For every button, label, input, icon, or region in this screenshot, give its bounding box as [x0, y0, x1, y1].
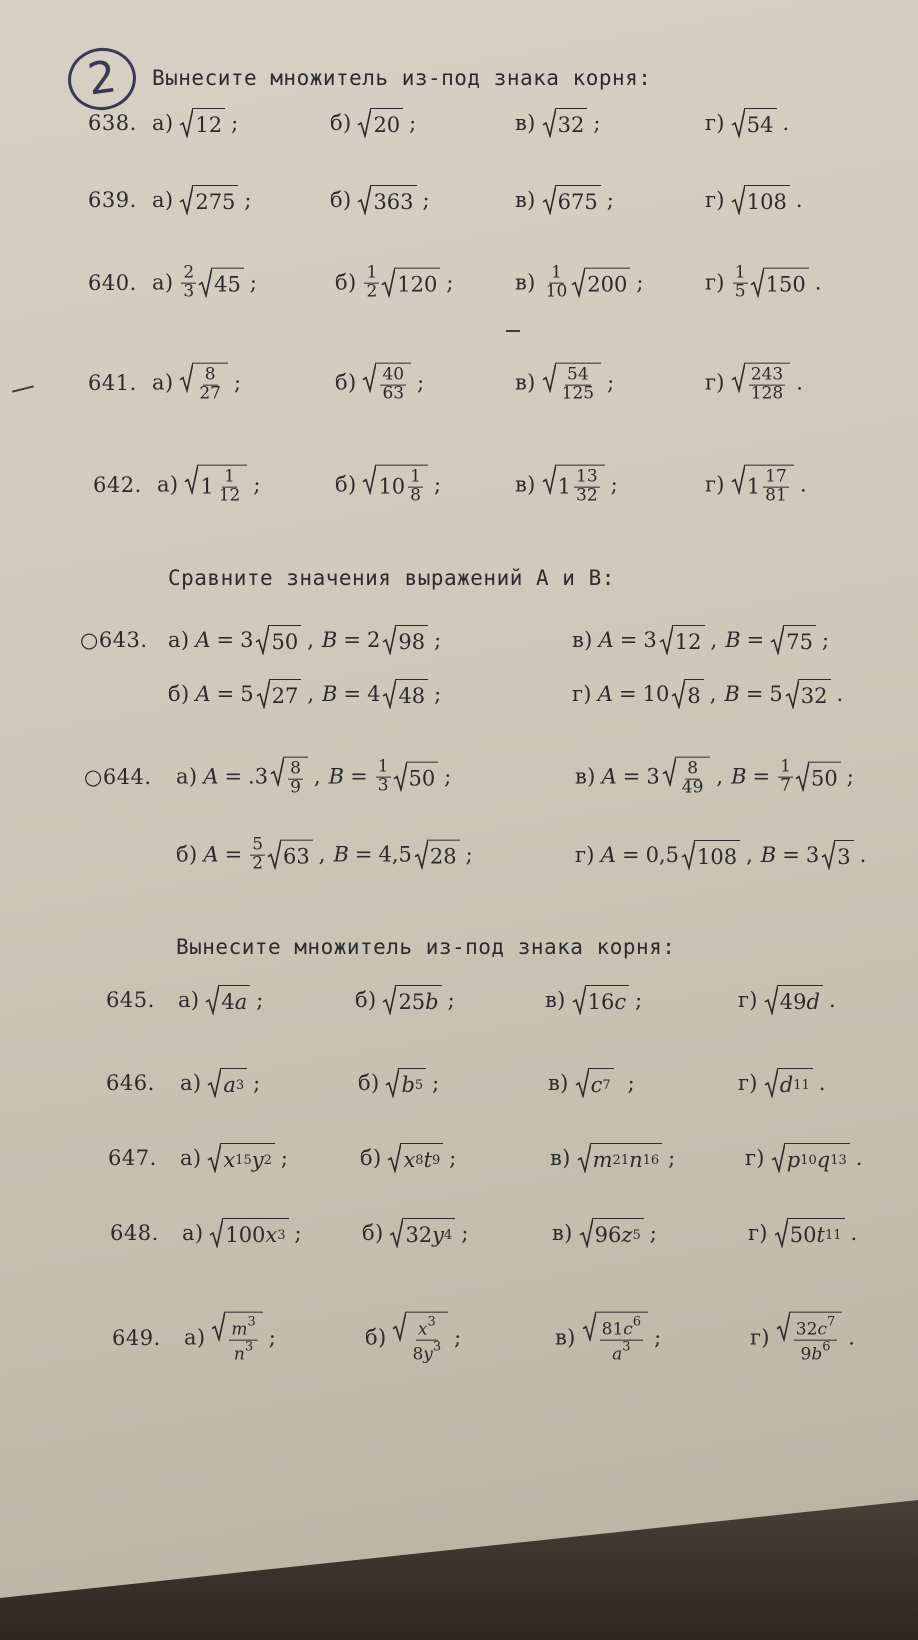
item-label: б)	[360, 1146, 382, 1170]
item-g: г) p 10 q 13 .	[745, 1143, 862, 1173]
item-v: в) $\frac{54}{125}$ ;	[515, 364, 615, 404]
sqrt-expression: a 3	[207, 1068, 247, 1098]
coefficient-fraction: $\frac{1}{10}$	[545, 262, 568, 302]
sqrt-expression: 12	[659, 625, 705, 655]
sqrt-expression	[542, 465, 605, 506]
item-v: в) A = 3 12 , B = 75 ;	[572, 625, 829, 655]
item-label: в)	[545, 988, 566, 1012]
radicand: 150	[764, 268, 809, 298]
sqrt-expression: c 7	[575, 1068, 614, 1098]
item-v: в) $\frac{81c^6}{a^3}$ ;	[555, 1312, 661, 1365]
radicand: 54	[745, 108, 777, 138]
item-label: г)	[705, 371, 725, 395]
section-heading-3: Вынесите множитель из-под знака корня:	[176, 935, 676, 959]
item-v: в) 32 ;	[515, 108, 600, 138]
sqrt-expression: 50 t 11	[774, 1218, 845, 1248]
problem-number: 640.	[88, 271, 137, 295]
item-b: б) b 5 ;	[358, 1068, 439, 1098]
item-a: а) A = 3 50 , B = 2 98 ;	[168, 625, 441, 655]
sqrt-expression	[179, 185, 238, 215]
problem-number: 638.	[88, 111, 137, 135]
radicand: $\frac{243}{128}$	[745, 363, 790, 404]
radicand: 120	[395, 268, 440, 298]
item-label: б)	[330, 188, 352, 212]
sqrt-expression: 32	[785, 679, 831, 709]
sqrt-expression: 100 x 3	[209, 1218, 288, 1248]
item-v: в) 1 $\frac{13}{32}$ ;	[515, 466, 618, 506]
item-label: а)	[168, 628, 190, 652]
radicand: 200	[585, 268, 630, 298]
item-label: в)	[572, 628, 593, 652]
sqrt-expression: 75	[770, 625, 816, 655]
sqrt-expression: 28	[414, 840, 460, 870]
sqrt-expression: x 8 t 9	[387, 1143, 443, 1173]
coefficient-fraction: $\frac{1}{2}$	[366, 262, 378, 302]
sqrt-expression	[731, 185, 790, 215]
item-label: г)	[748, 1221, 768, 1245]
item-label: в)	[515, 473, 536, 497]
item-a: а) 4 a ;	[178, 985, 263, 1015]
item-a: а) A = .3 $\frac{8}{9}$ , B = $\frac{1}{3}$ 50 ;	[176, 756, 452, 798]
sqrt-expression	[731, 363, 790, 404]
item-label: а)	[176, 765, 198, 789]
problem-number: 645.	[106, 988, 155, 1012]
sqrt-expression: b 5	[385, 1068, 426, 1098]
item-b: б) 363 ;	[330, 185, 430, 215]
radicand: 45	[212, 268, 244, 298]
problem-638	[0, 111, 918, 137]
radicand: 10 $\frac{1}{8}$	[376, 465, 428, 506]
section-heading-2: Сравните значения выражений A и B:	[168, 566, 615, 590]
item-b: б) $\frac{x^3}{8y^3}$ ;	[365, 1312, 461, 1365]
radicand: 1 $\frac{13}{32}$	[556, 465, 605, 506]
item-v: в) 96 z 5 ;	[552, 1218, 657, 1248]
problem-643-row-2	[0, 682, 918, 708]
sqrt-expression	[571, 268, 630, 298]
item-g: г) 49 d .	[738, 985, 836, 1015]
sqrt-expression	[362, 363, 411, 404]
sqrt-expression	[542, 363, 601, 404]
problem-number: 641.	[88, 371, 137, 395]
sqrt-expression	[731, 465, 794, 506]
item-label: б)	[335, 271, 357, 295]
sqrt-expression: p 10 q 13	[771, 1143, 850, 1173]
sqrt-expression: $\frac{m^3}{n^3}$	[211, 1312, 262, 1365]
problem-649	[0, 1314, 918, 1365]
pencil-mark	[506, 330, 520, 332]
item-label: в)	[575, 765, 596, 789]
item-label: б)	[168, 682, 190, 706]
item-g: г) $\frac{1}{5}$ 150 .	[705, 262, 822, 302]
sqrt-expression: m 21 n 16	[577, 1143, 663, 1173]
problem-number: ○644.	[84, 765, 152, 789]
sqrt-expression: 48	[382, 679, 428, 709]
item-a: а) $\frac{8}{27}$ ;	[152, 364, 242, 404]
item-b: б) 32 y 4 ;	[362, 1218, 468, 1248]
item-b: б) 25 b ;	[355, 985, 455, 1015]
sqrt-expression: 8	[671, 679, 703, 709]
sqrt-expression: $\frac{81c^6}{a^3}$	[582, 1312, 648, 1365]
radicand: 12	[193, 108, 225, 138]
item-v: в) c 7 ;	[548, 1068, 635, 1098]
radicand: 32	[556, 108, 588, 138]
item-v: в) $\frac{1}{10}$ 200 ;	[515, 262, 644, 302]
sqrt-expression: $\frac{x^3}{8y^3}$	[392, 1312, 448, 1365]
problem-number: 639.	[88, 188, 137, 212]
problem-645	[0, 988, 918, 1014]
item-v: в) 16 c ;	[545, 985, 642, 1015]
item-v: в) 675 ;	[515, 185, 614, 215]
sqrt-expression	[179, 108, 225, 138]
item-label: а)	[180, 1071, 202, 1095]
sqrt-expression: d 11	[764, 1068, 813, 1098]
item-label: а)	[152, 188, 174, 212]
sqrt-expression: 16 c	[572, 985, 630, 1015]
item-label: б)	[335, 473, 357, 497]
item-label: а)	[178, 988, 200, 1012]
item-label: г)	[750, 1326, 770, 1350]
coefficient-fraction: $\frac{1}{5}$	[734, 262, 746, 302]
item-label: б)	[365, 1326, 387, 1350]
item-label: б)	[176, 843, 198, 867]
item-b: б) A = $\frac{5}{2}$ 63 , B = 4,5 28 ;	[176, 834, 473, 874]
item-label: а)	[180, 1146, 202, 1170]
item-b: б) x 8 t 9 ;	[360, 1143, 456, 1173]
problem-number: 649.	[112, 1326, 161, 1350]
sqrt-expression: 50	[795, 762, 841, 792]
sqrt-expression: $\frac{8}{9}$	[270, 757, 308, 798]
radicand: $\frac{8}{27}$	[193, 363, 228, 404]
problem-number: 642.	[93, 473, 142, 497]
item-label: г)	[738, 1071, 758, 1095]
sqrt-expression	[750, 268, 809, 298]
item-label: в)	[515, 271, 536, 295]
item-g: г) 108 .	[705, 185, 803, 215]
problem-647	[0, 1146, 918, 1172]
sqrt-expression	[542, 185, 601, 215]
item-v: в) A = 3 $\frac{8}{49}$ , B = $\frac{1}{7}$ 50 ;	[575, 756, 854, 798]
item-b: б) $\frac{40}{63}$ ;	[335, 364, 425, 404]
sqrt-expression	[179, 363, 228, 404]
item-a: а) $\frac{m^3}{n^3}$ ;	[184, 1312, 276, 1365]
item-label: а)	[182, 1221, 204, 1245]
sqrt-expression	[357, 108, 403, 138]
problem-642	[0, 466, 918, 506]
item-label: г)	[575, 843, 595, 867]
item-g: г) d 11 .	[738, 1068, 825, 1098]
coefficient-fraction: $\frac{2}{3}$	[183, 262, 195, 302]
item-b: б) 20 ;	[330, 108, 416, 138]
radicand: 675	[556, 185, 601, 215]
problem-646	[0, 1071, 918, 1097]
sqrt-expression: 49 d	[764, 985, 823, 1015]
item-label: б)	[362, 1221, 384, 1245]
sqrt-expression: 108	[681, 840, 740, 870]
sqrt-expression: 27	[256, 679, 302, 709]
sqrt-expression: 98	[382, 625, 428, 655]
item-label: в)	[548, 1071, 569, 1095]
item-a: а) x 15 y 2 ;	[180, 1143, 288, 1173]
item-label: б)	[330, 111, 352, 135]
item-g: г) 1 $\frac{17}{81}$ .	[705, 466, 807, 506]
item-label: б)	[358, 1071, 380, 1095]
radicand: 1 $\frac{17}{81}$	[745, 465, 794, 506]
item-label: а)	[152, 271, 174, 295]
item-label: г)	[572, 682, 592, 706]
radicand: $\frac{54}{125}$	[556, 363, 601, 404]
radicand: 20	[371, 108, 403, 138]
item-label: б)	[355, 988, 377, 1012]
radicand: 363	[371, 185, 416, 215]
item-label: в)	[515, 371, 536, 395]
sqrt-expression: 3	[821, 840, 853, 870]
item-label: г)	[705, 271, 725, 295]
item-g: г) $\frac{32c^7}{9b^6}$ .	[750, 1312, 855, 1365]
sqrt-expression: 63	[267, 840, 313, 870]
item-g: г) 50 t 11 .	[748, 1218, 857, 1248]
problem-number: 647.	[108, 1146, 157, 1170]
section-heading-1: Вынесите множитель из-под знака корня:	[152, 66, 652, 90]
pencil-mark	[12, 385, 34, 392]
radicand: 108	[745, 185, 790, 215]
item-label: г)	[705, 111, 725, 135]
problem-648	[0, 1221, 918, 1247]
sqrt-expression	[362, 465, 428, 506]
item-label: г)	[738, 988, 758, 1012]
item-label: в)	[515, 111, 536, 135]
item-label: а)	[152, 371, 174, 395]
sqrt-expression: x 15 y 2	[207, 1143, 275, 1173]
item-g: г) $\frac{243}{128}$ .	[705, 364, 803, 404]
sqrt-expression: $\frac{8}{49}$	[662, 757, 711, 798]
sqrt-expression	[357, 185, 416, 215]
problem-number: 648.	[110, 1221, 159, 1245]
item-b: б) 10 $\frac{1}{8}$ ;	[335, 466, 442, 506]
sqrt-expression	[184, 465, 247, 506]
problem-number: ○643.	[80, 628, 148, 652]
handwritten-circled-number: 2	[64, 44, 140, 115]
sqrt-expression: 4 a	[205, 985, 250, 1015]
item-label: в)	[555, 1326, 576, 1350]
item-b: б) $\frac{1}{2}$ 120 ;	[335, 262, 454, 302]
problem-643-row-1	[0, 628, 918, 654]
item-a: а) 12 ;	[152, 108, 238, 138]
item-label: г)	[705, 188, 725, 212]
item-b: б) A = 5 27 , B = 4 48 ;	[168, 679, 441, 709]
item-v: в) m 21 n 16 ;	[550, 1143, 675, 1173]
problem-644-row-2	[0, 834, 918, 874]
sqrt-expression: 32 y 4	[389, 1218, 455, 1248]
problem-641	[0, 364, 918, 404]
sqrt-expression	[731, 108, 777, 138]
item-label: в)	[515, 188, 536, 212]
sqrt-expression: 50	[255, 625, 301, 655]
problem-number: 646.	[106, 1071, 155, 1095]
item-a: а) $\frac{2}{3}$ 45 ;	[152, 262, 257, 302]
sqrt-expression: $\frac{32c^7}{9b^6}$	[776, 1312, 842, 1365]
item-a: а) 1 $\frac{1}{12}$ ;	[157, 466, 261, 506]
sqrt-expression	[381, 268, 440, 298]
item-label: а)	[152, 111, 174, 135]
item-a: а) a 3 ;	[180, 1068, 260, 1098]
radicand: 1 $\frac{1}{12}$	[198, 465, 247, 506]
item-label: в)	[552, 1221, 573, 1245]
item-g: г) 54 .	[705, 108, 789, 138]
sqrt-expression: 50	[393, 762, 439, 792]
item-a: а) 275 ;	[152, 185, 252, 215]
problem-644-row-1	[0, 756, 918, 798]
item-g: г) A = 10 8 , B = 5 32 .	[572, 679, 843, 709]
radicand: 275	[193, 185, 238, 215]
sqrt-expression	[198, 268, 244, 298]
sqrt-expression: 96 z 5	[579, 1218, 644, 1248]
item-label: г)	[745, 1146, 765, 1170]
problem-640	[0, 262, 918, 302]
sqrt-expression	[542, 108, 588, 138]
radicand: $\frac{40}{63}$	[376, 363, 411, 404]
item-label: а)	[157, 473, 179, 497]
item-label: г)	[705, 473, 725, 497]
item-label: а)	[184, 1326, 206, 1350]
item-label: в)	[550, 1146, 571, 1170]
item-g: г) A = 0,5 108 , B = 3 3 .	[575, 840, 866, 870]
item-label: б)	[335, 371, 357, 395]
sqrt-expression: 25 b	[382, 985, 441, 1015]
item-a: а) 100 x 3 ;	[182, 1218, 302, 1248]
problem-639	[0, 188, 918, 214]
